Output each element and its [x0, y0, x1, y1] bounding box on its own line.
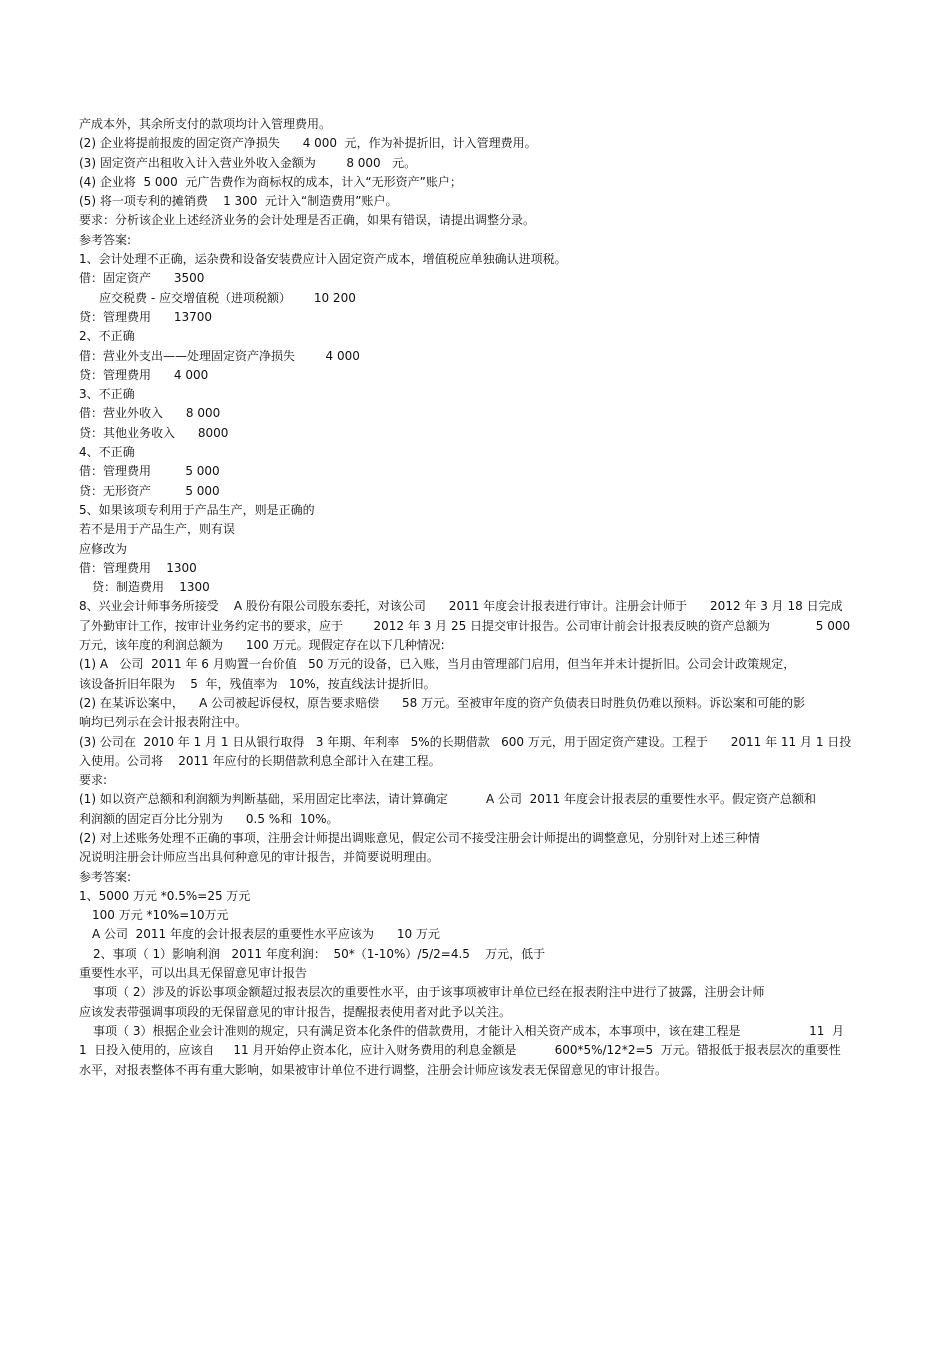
- text-line: 况说明注册会计师应当出具何种意见的审计报告，并简要说明理由。: [79, 850, 440, 865]
- text-line: 贷：其他业务收入 8000: [79, 425, 229, 440]
- text-line: 1、会计处理不正确，运杂费和设备安装费应计入固定资产成本，增值税应单独确认进项税。: [79, 252, 567, 267]
- text-line: 2、事项（ 1）影响利润 2011 年度利润： 50*（1-10%）/5/2=4.5 万元，低于: [93, 946, 546, 961]
- text-line: 万元，该年度的利润总额为 100 万元。现假定存在以下几种情况:: [79, 638, 445, 653]
- text-line: 1 日投入使用的，应该自 11 月开始停止资本化，应计入财务费用的利息金额是 600*5%/12*2=5 万元。错报低于报表层次的重要性: [79, 1043, 841, 1058]
- text-line: 贷：管理费用 4 000: [79, 367, 209, 382]
- text-line: 事项（ 2）涉及的诉讼事项金额超过报表层次的重要性水平，由于该事项被审计单位已经在报表附注中进行了披露，注册会计师: [93, 985, 765, 1000]
- text-line: (3) 固定资产出租收入计入营业外收入金额为 8 000 元。: [79, 155, 417, 170]
- text-line: (1) A 公司 2011 年 6 月购置一台价值 50 万元的设备，已入账，当月由管理部门启用，但当年并未计提折旧。公司会计政策规定，: [79, 657, 796, 672]
- text-line: 借：管理费用 5 000: [79, 464, 220, 479]
- text-line: (2) 企业将提前报废的固定资产净损失 4 000 元，作为补提折旧，计入管理费用。: [79, 136, 537, 151]
- text-line: 参考答案:: [79, 869, 132, 884]
- text-line: 应交税费 - 应交增值税（进项税额） 10 200: [99, 290, 356, 305]
- text-line: 该设备折旧年限为 5 年，残值率为 10%，按直线法计提折旧。: [79, 676, 436, 691]
- text-line: (4) 企业将 5 000 元广告费作为商标权的成本，计入“无形资产”账户；: [79, 174, 462, 189]
- text-line: 重要性水平，可以出具无保留意见审计报告: [79, 966, 308, 981]
- text-line: 1、5000 万元 *0.5%=25 万元: [79, 888, 251, 903]
- text-line: (5) 将一项专利的摊销费 1 300 元计入“制造费用”账户。: [79, 194, 398, 209]
- text-line: 参考答案:: [79, 232, 132, 247]
- text-line: 8、兴业会计师事务所接受 A 股份有限公司股东委托，对该公司 2011 年度会计报表进行审计。注册会计师于 2012 年 3 月 18 日完成: [79, 599, 843, 614]
- text-line: 5、如果该项专利用于产品生产，则是正确的: [79, 502, 315, 517]
- document-body: [79, 115, 899, 1080]
- text-line: 应修改为: [79, 541, 128, 556]
- text-line: 了外勤审计工作，按审计业务约定书的要求，应于 2012 年 3 月 25 日提交审计报告。公司审计前会计报表反映的资产总额为 5 000: [79, 618, 851, 633]
- text-line: 应该发表带强调事项段的无保留意见的审计报告，提醒报表使用者对此予以关注。: [79, 1004, 512, 1019]
- text-line: (3) 公司在 2010 年 1 月 1 日从银行取得 3 年期、年利率 5%的长期借款 600 万元，用于固定资产建设。工程于 2011 年 11 月 1 日投: [79, 734, 852, 749]
- text-line: 借：管理费用 1300: [79, 560, 197, 575]
- text-line: 要求：分析该企业上述经济业务的会计处理是否正确，如果有错误，请提出调整分录。: [79, 213, 536, 228]
- text-line: 4、不正确: [79, 445, 135, 460]
- text-line: (2) 对上述账务处理不正确的事项，注册会计师提出调账意见，假定公司不接受注册会计师提出的调整意见，分别针对上述三种情: [79, 830, 760, 845]
- text-line: 水平，对报表整体不再有重大影响，如果被审计单位不进行调整，注册会计师应该发表无保留意见的审计报告。: [79, 1062, 668, 1077]
- text-line: 贷：制造费用 1300: [92, 580, 210, 595]
- text-line: 100 万元 *10%=10万元: [92, 908, 229, 923]
- text-line: 贷：无形资产 5 000: [79, 483, 220, 498]
- text-line: (1) 如以资产总额和利润额为判断基础，采用固定比率法，请计算确定 A 公司 2011 年度会计报表层的重要性水平。假定资产总额和: [79, 792, 816, 807]
- text-line: 要求:: [79, 773, 108, 788]
- text-line: 入使用。公司将 2011 年应付的长期借款利息全部计入在建工程。: [79, 753, 441, 768]
- text-line: 若不是用于产品生产，则有误: [79, 522, 236, 537]
- text-line: (2) 在某诉讼案中， A 公司被起诉侵权，原告要求赔偿 58 万元。至被审年度的资产负债表日时胜负仍难以预料。诉讼案和可能的影: [79, 695, 806, 710]
- text-line: 贷：管理费用 13700: [79, 309, 213, 324]
- text-line: 2、不正确: [79, 329, 135, 344]
- text-line: 借：营业外支出——处理固定资产净损失 4 000: [79, 348, 360, 363]
- text-line: 借：营业外收入 8 000: [79, 406, 221, 421]
- text-line: 产成本外，其余所支付的款项均计入管理费用。: [79, 117, 332, 131]
- text-line: 利润额的固定百分比分别为 0.5 %和 10%。: [79, 811, 339, 826]
- text-line: 借：固定资产 3500: [79, 271, 205, 286]
- text-line: 3、不正确: [79, 387, 135, 402]
- text-line: 响均已列示在会计报表附注中。: [79, 715, 248, 730]
- text-line: 事项（ 3）根据企业会计准则的规定，只有满足资本化条件的借款费用，才能计入相关资产成本，本事项中，该在建工程是 11 月: [93, 1023, 845, 1038]
- text-line: A 公司 2011 年度的会计报表层的重要性水平应该为 10 万元: [92, 927, 440, 942]
